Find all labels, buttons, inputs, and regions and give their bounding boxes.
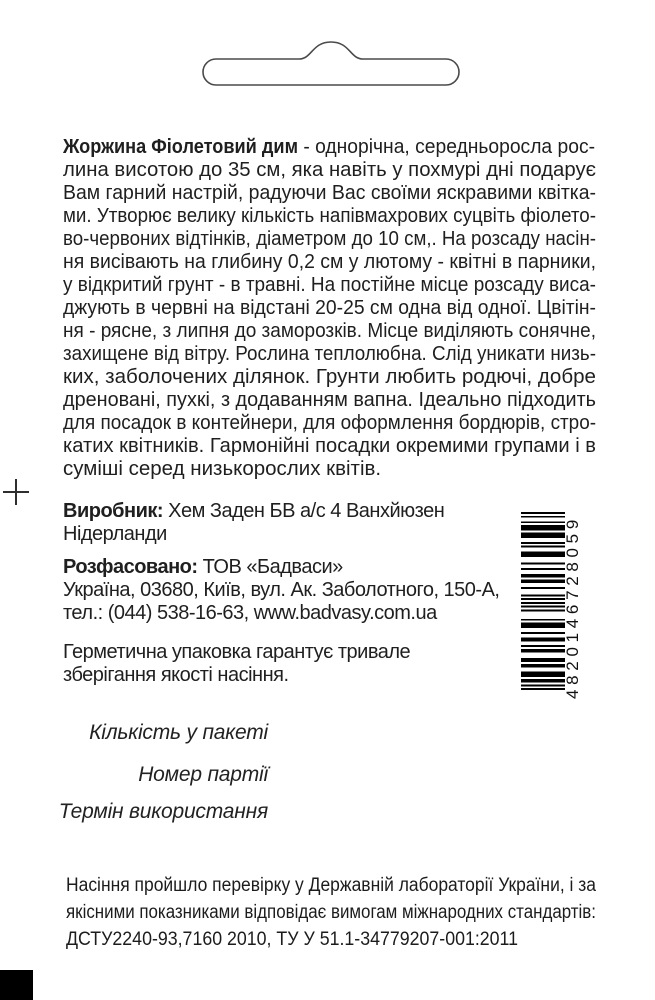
certification-line: якісними показниками відповідає вимогам міжнародних стандартів: (66, 902, 596, 923)
producer-country: Нідерланди (63, 523, 167, 545)
description-line: захищене від вітру. Рослина теплолюбна. Слід уникати низь- (63, 342, 596, 365)
hang-slot-outline (202, 39, 460, 87)
producer-section (63, 500, 444, 546)
description-line: ми. Утворює велику кількість напівмахрових суцвіть фіолето- (63, 204, 596, 227)
packer-label: Розфасовано: (63, 556, 198, 578)
barcode-digits: 4820146728059 (563, 515, 582, 700)
field-label-batch: Номер партії (138, 763, 268, 786)
description-line: у відкритий грунт - в травні. На постійне місце розсаду виса- (63, 273, 596, 296)
field-label-quantity: Кількість у пакеті (89, 721, 268, 744)
description-line: джують в червні на відстані 20-25 см одна від одної. Цвітін- (63, 296, 596, 319)
packer-section (63, 556, 499, 625)
description-paragraph (63, 137, 597, 483)
registration-cross-mark (3, 479, 29, 505)
description-line: ких, заболочених ділянок. Грунти любить родючі, добре (63, 365, 596, 388)
guarantee-line: зберігання якості насіння. (63, 664, 289, 686)
variety-name: Жоржина Фіолетовий дим (62, 135, 298, 158)
description-line: дреновані, пухкі, з додаванням вапна. Ідеально підходить (63, 388, 596, 411)
description-line: лина висотою до 35 см, яка навіть у похмурі дні подарує (63, 158, 596, 181)
producer-value: Хем Заден БВ а/с 4 Ванхйюзен (163, 500, 445, 522)
certification-line: ДСТУ2240-93,7160 2010, ТУ У 51.1-34779207-001:2011 (66, 929, 518, 950)
description-line: катих квітників. Гармонійні посадки окремими групами і в (63, 434, 596, 457)
description-line: Жоржина Фіолетовий дим - однорічна, середньоросла рос- (62, 135, 595, 158)
packer-contacts: тел.: (044) 538-16-63, www.badvasy.com.ua (63, 602, 437, 624)
barcode-bars (521, 512, 565, 690)
description-line: ня - рясне, з липня до заморозків. Місце виділяють сонячне, (63, 319, 596, 342)
print-crop-square (0, 970, 33, 1000)
description-line: во-червоних відтінків, діаметром до 10 см,. На розсаду насін- (63, 227, 596, 250)
packer-value: ТОВ «Бадваси» (197, 556, 343, 578)
guarantee-section (63, 641, 410, 687)
description-line: ня висівають на глибину 0,2 см у лютому - квітні в парники, (63, 250, 596, 273)
certification-line: Насіння пройшло перевірку у Державній лабораторії України, і за (66, 875, 597, 896)
description-line: Вам гарний настрій, радуючи Вас своїми яскравими квітка- (63, 181, 596, 204)
guarantee-line: Герметична упаковка гарантує тривале (63, 641, 411, 663)
description-line: для посадок в контейнери, для оформлення бордюрів, стро- (63, 411, 596, 434)
certification-paragraph (66, 874, 600, 954)
field-label-expiry: Термін використання (58, 800, 268, 823)
description-line: суміші серед низькорослих квітів. (63, 457, 382, 480)
packer-address: Україна, 03680, Київ, вул. Ак. Заболотного, 150-А, (63, 579, 500, 601)
producer-label: Виробник: (63, 500, 164, 522)
